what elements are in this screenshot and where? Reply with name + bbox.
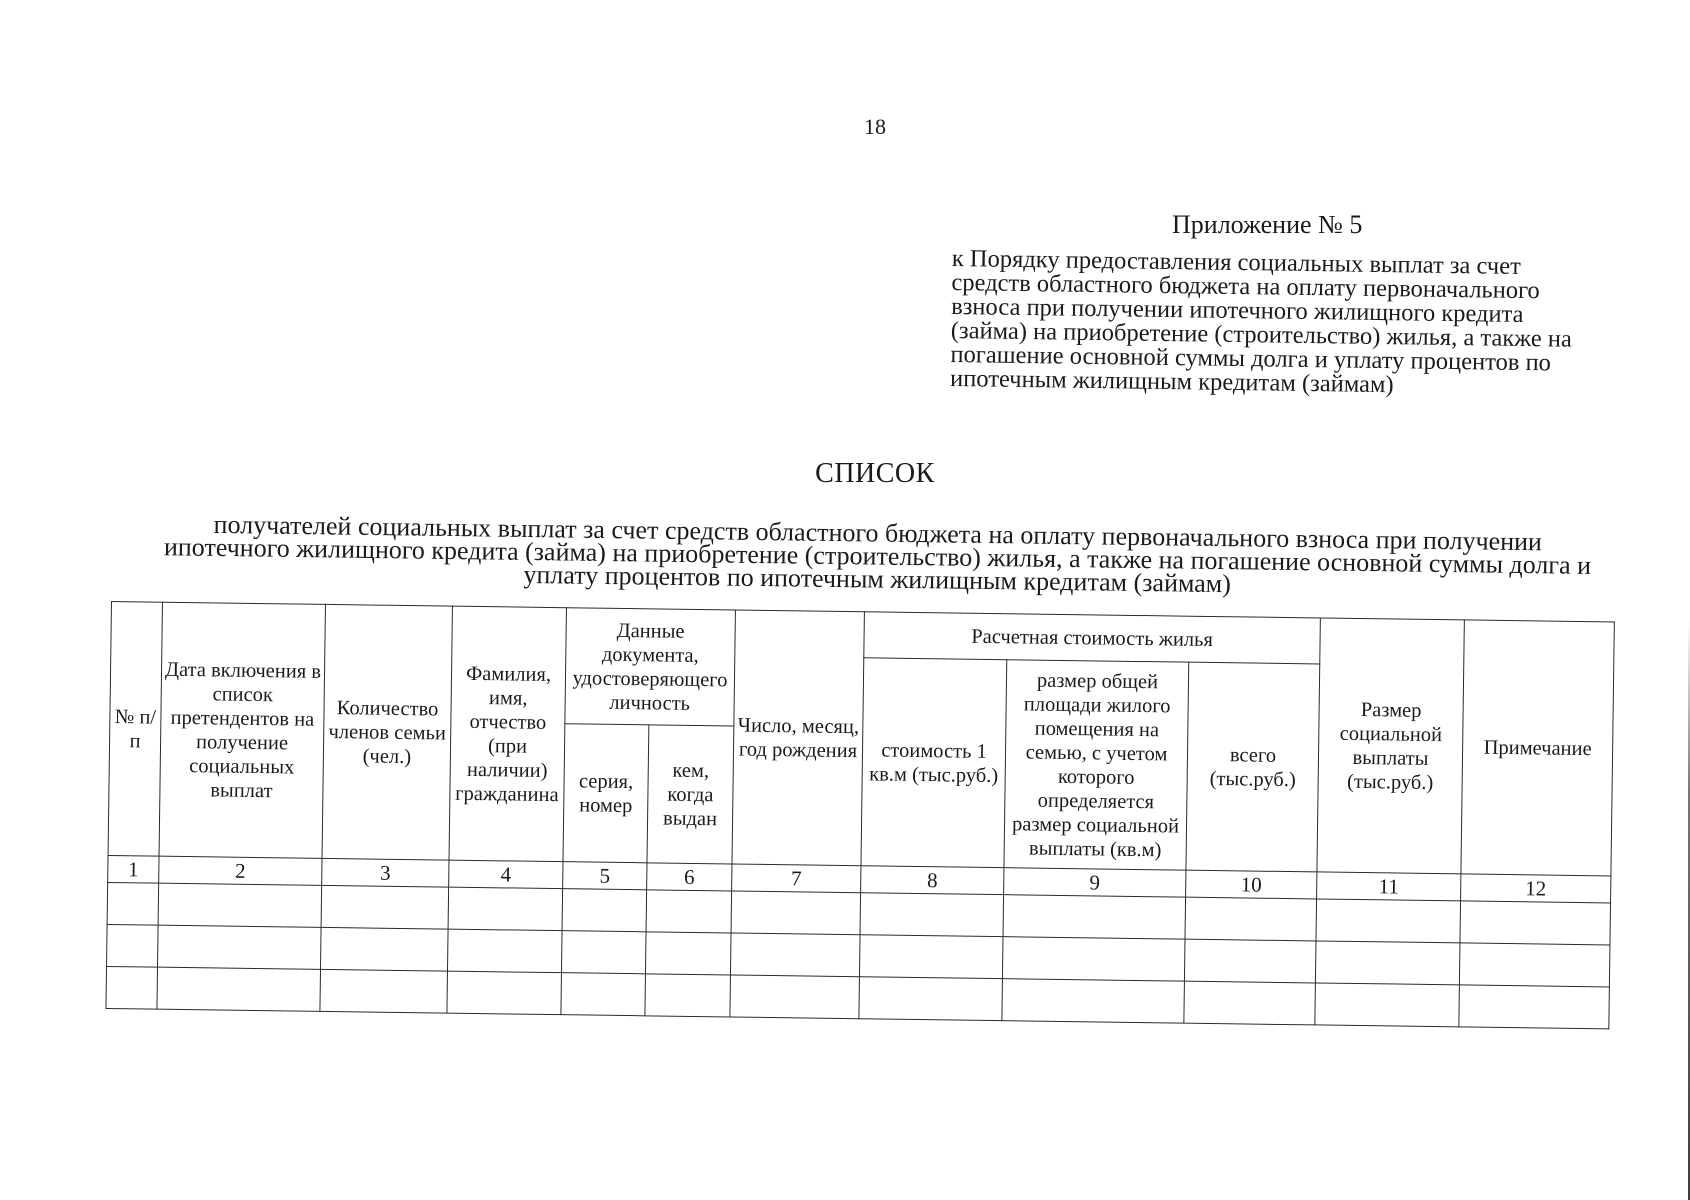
- table-cell[interactable]: [1002, 979, 1185, 1023]
- column-number: 12: [1461, 874, 1611, 903]
- header-inclusion-date: Дата включения в список претендентов на получение социальных выплат: [159, 602, 325, 858]
- header-cost-per-sqm: стоимость 1 кв.м (тыс.руб.): [861, 658, 1007, 868]
- column-number: 4: [449, 860, 563, 889]
- table-cell[interactable]: [859, 977, 1003, 1021]
- header-id-document-group: Данные документа, удостоверяющего личность: [565, 608, 736, 726]
- table-cell[interactable]: [1460, 901, 1611, 945]
- document-title: СПИСОК: [815, 458, 935, 489]
- table-cell[interactable]: [320, 969, 448, 1013]
- header-row-number: № п/п: [108, 602, 162, 857]
- table-cell[interactable]: [157, 967, 321, 1011]
- table-cell[interactable]: [158, 925, 322, 969]
- table-cell[interactable]: [730, 975, 860, 1019]
- header-issued-by: кем, когда выдан: [647, 725, 734, 864]
- header-housing-cost-group: Расчетная стоимость жилья: [864, 612, 1321, 664]
- empty-data-rows: [106, 882, 1611, 1028]
- column-number: 11: [1317, 872, 1461, 901]
- column-number: 2: [159, 856, 322, 885]
- table-cell[interactable]: [1459, 985, 1610, 1029]
- table-cell[interactable]: [1184, 939, 1316, 983]
- table-cell[interactable]: [107, 882, 159, 925]
- table-cell[interactable]: [1315, 983, 1460, 1027]
- column-number: 9: [1004, 868, 1186, 897]
- header-full-name: Фамилия, имя, отчество (при наличии) гражданина: [449, 606, 566, 862]
- recipients-register-table: [105, 601, 1614, 1029]
- table-cell[interactable]: [447, 971, 562, 1015]
- column-number: 3: [322, 858, 449, 887]
- table-cell[interactable]: [562, 889, 647, 932]
- table-cell[interactable]: [1002, 937, 1185, 981]
- table-cell[interactable]: [1459, 943, 1610, 987]
- table-cell[interactable]: [448, 887, 563, 931]
- column-number: 6: [647, 863, 732, 891]
- header-total-cost: всего (тыс.руб.): [1186, 662, 1320, 872]
- table-cell[interactable]: [107, 924, 159, 967]
- column-number: 5: [563, 862, 647, 890]
- table-cell[interactable]: [447, 929, 562, 973]
- annex-reference-text: к Порядку предоставления социальных выплат за счет средств областного бюджета на оплату первоначального взноса при получении ипотечного жилищного кредита (займа) на приобретение (строительство) жилья, а также на погашение основной суммы долга и уплату процентов по ипотечным жилищным кредитам (займам): [949, 245, 1572, 399]
- column-number: 8: [861, 866, 1004, 895]
- table-cell[interactable]: [1315, 941, 1460, 985]
- table-cell[interactable]: [1184, 981, 1316, 1025]
- header-birth-date: Число, месяц, год рождения: [732, 610, 864, 866]
- table-cell[interactable]: [860, 893, 1004, 937]
- column-number: 7: [732, 864, 861, 893]
- table-cell[interactable]: [1185, 897, 1317, 941]
- header-total-area: размер общей площади жилого помещения на семью, с учетом которого определяется размер социальной выплаты (кв.м): [1004, 660, 1189, 870]
- table-cell[interactable]: [158, 883, 322, 927]
- table-cell[interactable]: [731, 891, 861, 935]
- table-cell[interactable]: [646, 890, 732, 933]
- header-payment-amount: Размер социальной выплаты (тыс.руб.): [1317, 618, 1464, 874]
- table-cell[interactable]: [561, 973, 646, 1016]
- table-cell[interactable]: [859, 935, 1003, 979]
- table-cell[interactable]: [106, 966, 158, 1009]
- table-cell[interactable]: [321, 927, 449, 971]
- header-note: Примечание: [1461, 620, 1614, 876]
- table-cell[interactable]: [561, 931, 646, 974]
- table-cell[interactable]: [1003, 895, 1186, 939]
- table-cell[interactable]: [645, 932, 731, 975]
- header-series-number: серия, номер: [563, 724, 649, 863]
- annex-title: Приложение № 5: [1172, 210, 1363, 239]
- column-number: 1: [108, 855, 159, 883]
- table-cell[interactable]: [730, 933, 860, 977]
- column-number: 10: [1186, 870, 1317, 899]
- table-cell[interactable]: [645, 974, 731, 1017]
- table-cell[interactable]: [321, 885, 449, 929]
- document-subtitle: получателей социальных выплат за счет средств областного бюджета на оплату первоначального взноса при получении ипотечного жилищного кредита (займа) на приобретение (строительство) жилья, а также на погашение основной суммы долга и уплату процентов по ипотечным жилищным кредитам (займам): [163, 509, 1592, 599]
- register-table-container: [105, 601, 1614, 1029]
- table-cell[interactable]: [1316, 899, 1461, 943]
- page-number: 18: [864, 114, 886, 139]
- header-family-members: Количество членов семьи (чел.): [322, 604, 452, 860]
